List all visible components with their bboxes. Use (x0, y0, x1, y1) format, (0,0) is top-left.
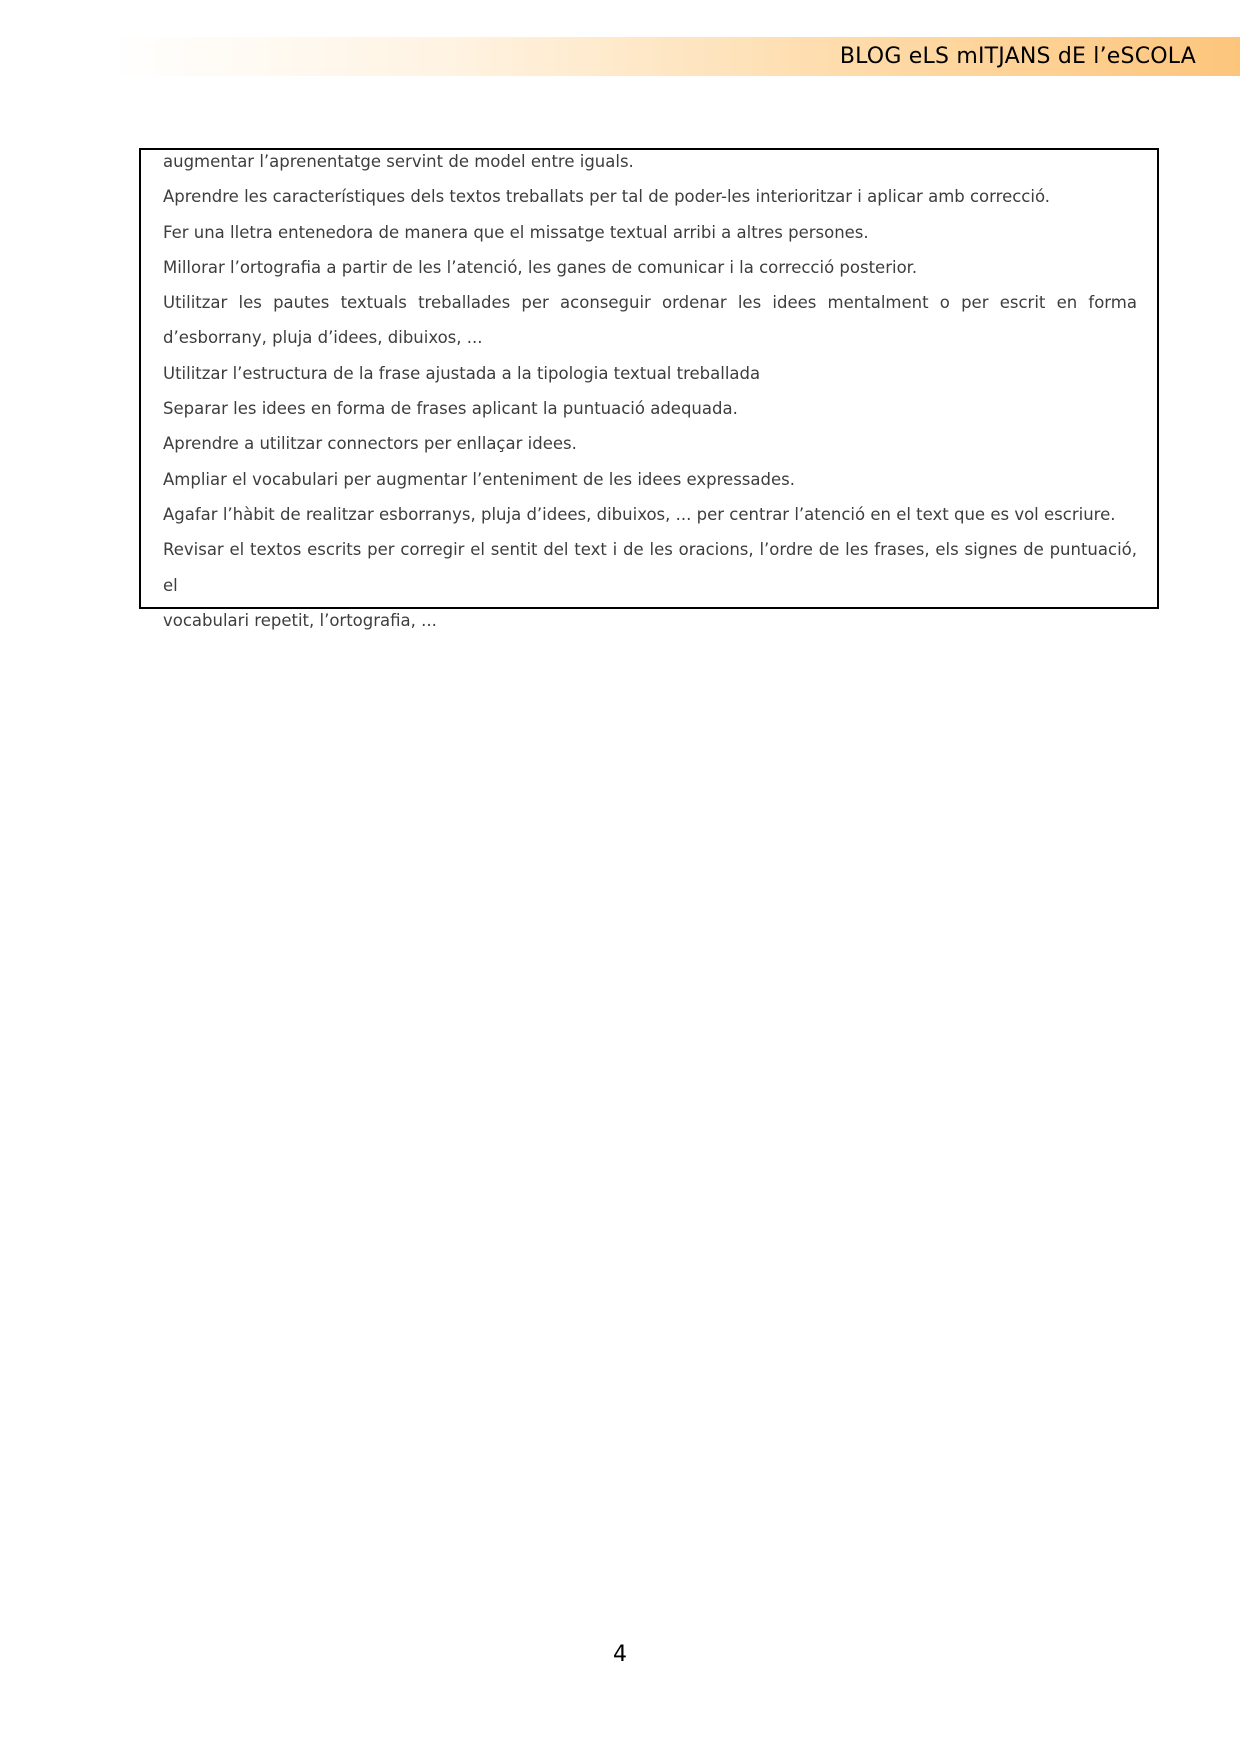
page-number: 4 (613, 1642, 627, 1667)
objective-line: d’esborrany, pluja d’idees, dibuixos, ... (163, 328, 483, 348)
objective-line: Aprendre les característiques dels textos treballats per tal de poder-les interioritzar i aplicar amb correcció. (163, 187, 1050, 207)
objective-line: Ampliar el vocabulari per augmentar l’enteniment de les idees expressades. (163, 469, 795, 489)
objective-line: Utilitzar les pautes textuals treballades per aconseguir ordenar les idees mentalment o per escrit en forma (163, 293, 1137, 313)
objective-line: Revisar el textos escrits per corregir el sentit del text i de les oracions, l’ordre de les frases, els signes de puntuació, el (163, 540, 1137, 595)
objective-line: Utilitzar l’estructura de la frase ajustada a la tipologia textual treballada (163, 363, 761, 383)
objective-line: vocabulari repetit, l’ortografia, ... (163, 610, 437, 630)
objective-line: Agafar l’hàbit de realitzar esborranys, pluja d’idees, dibuixos, ... per centrar l’atenció en el text que es vol escriure. (163, 504, 1116, 524)
objective-line: Millorar l’ortografia a partir de les l’atenció, les ganes de comunicar i la correcció posterior. (163, 257, 918, 277)
objective-line: augmentar l’aprenentatge servint de model entre iguals. (163, 152, 634, 171)
objective-line: Separar les idees en forma de frases aplicant la puntuació adequada. (163, 399, 738, 419)
header-band (110, 37, 1240, 76)
objective-line: Aprendre a utilitzar connectors per enllaçar idees. (163, 434, 577, 454)
objective-line: Fer una lletra entenedora de manera que el missatge textual arribi a altres persones. (163, 222, 869, 242)
objectives-box (139, 148, 1159, 630)
header-title: BLOG eLS mITJANS dE l’eSCOLA (839, 44, 1196, 69)
